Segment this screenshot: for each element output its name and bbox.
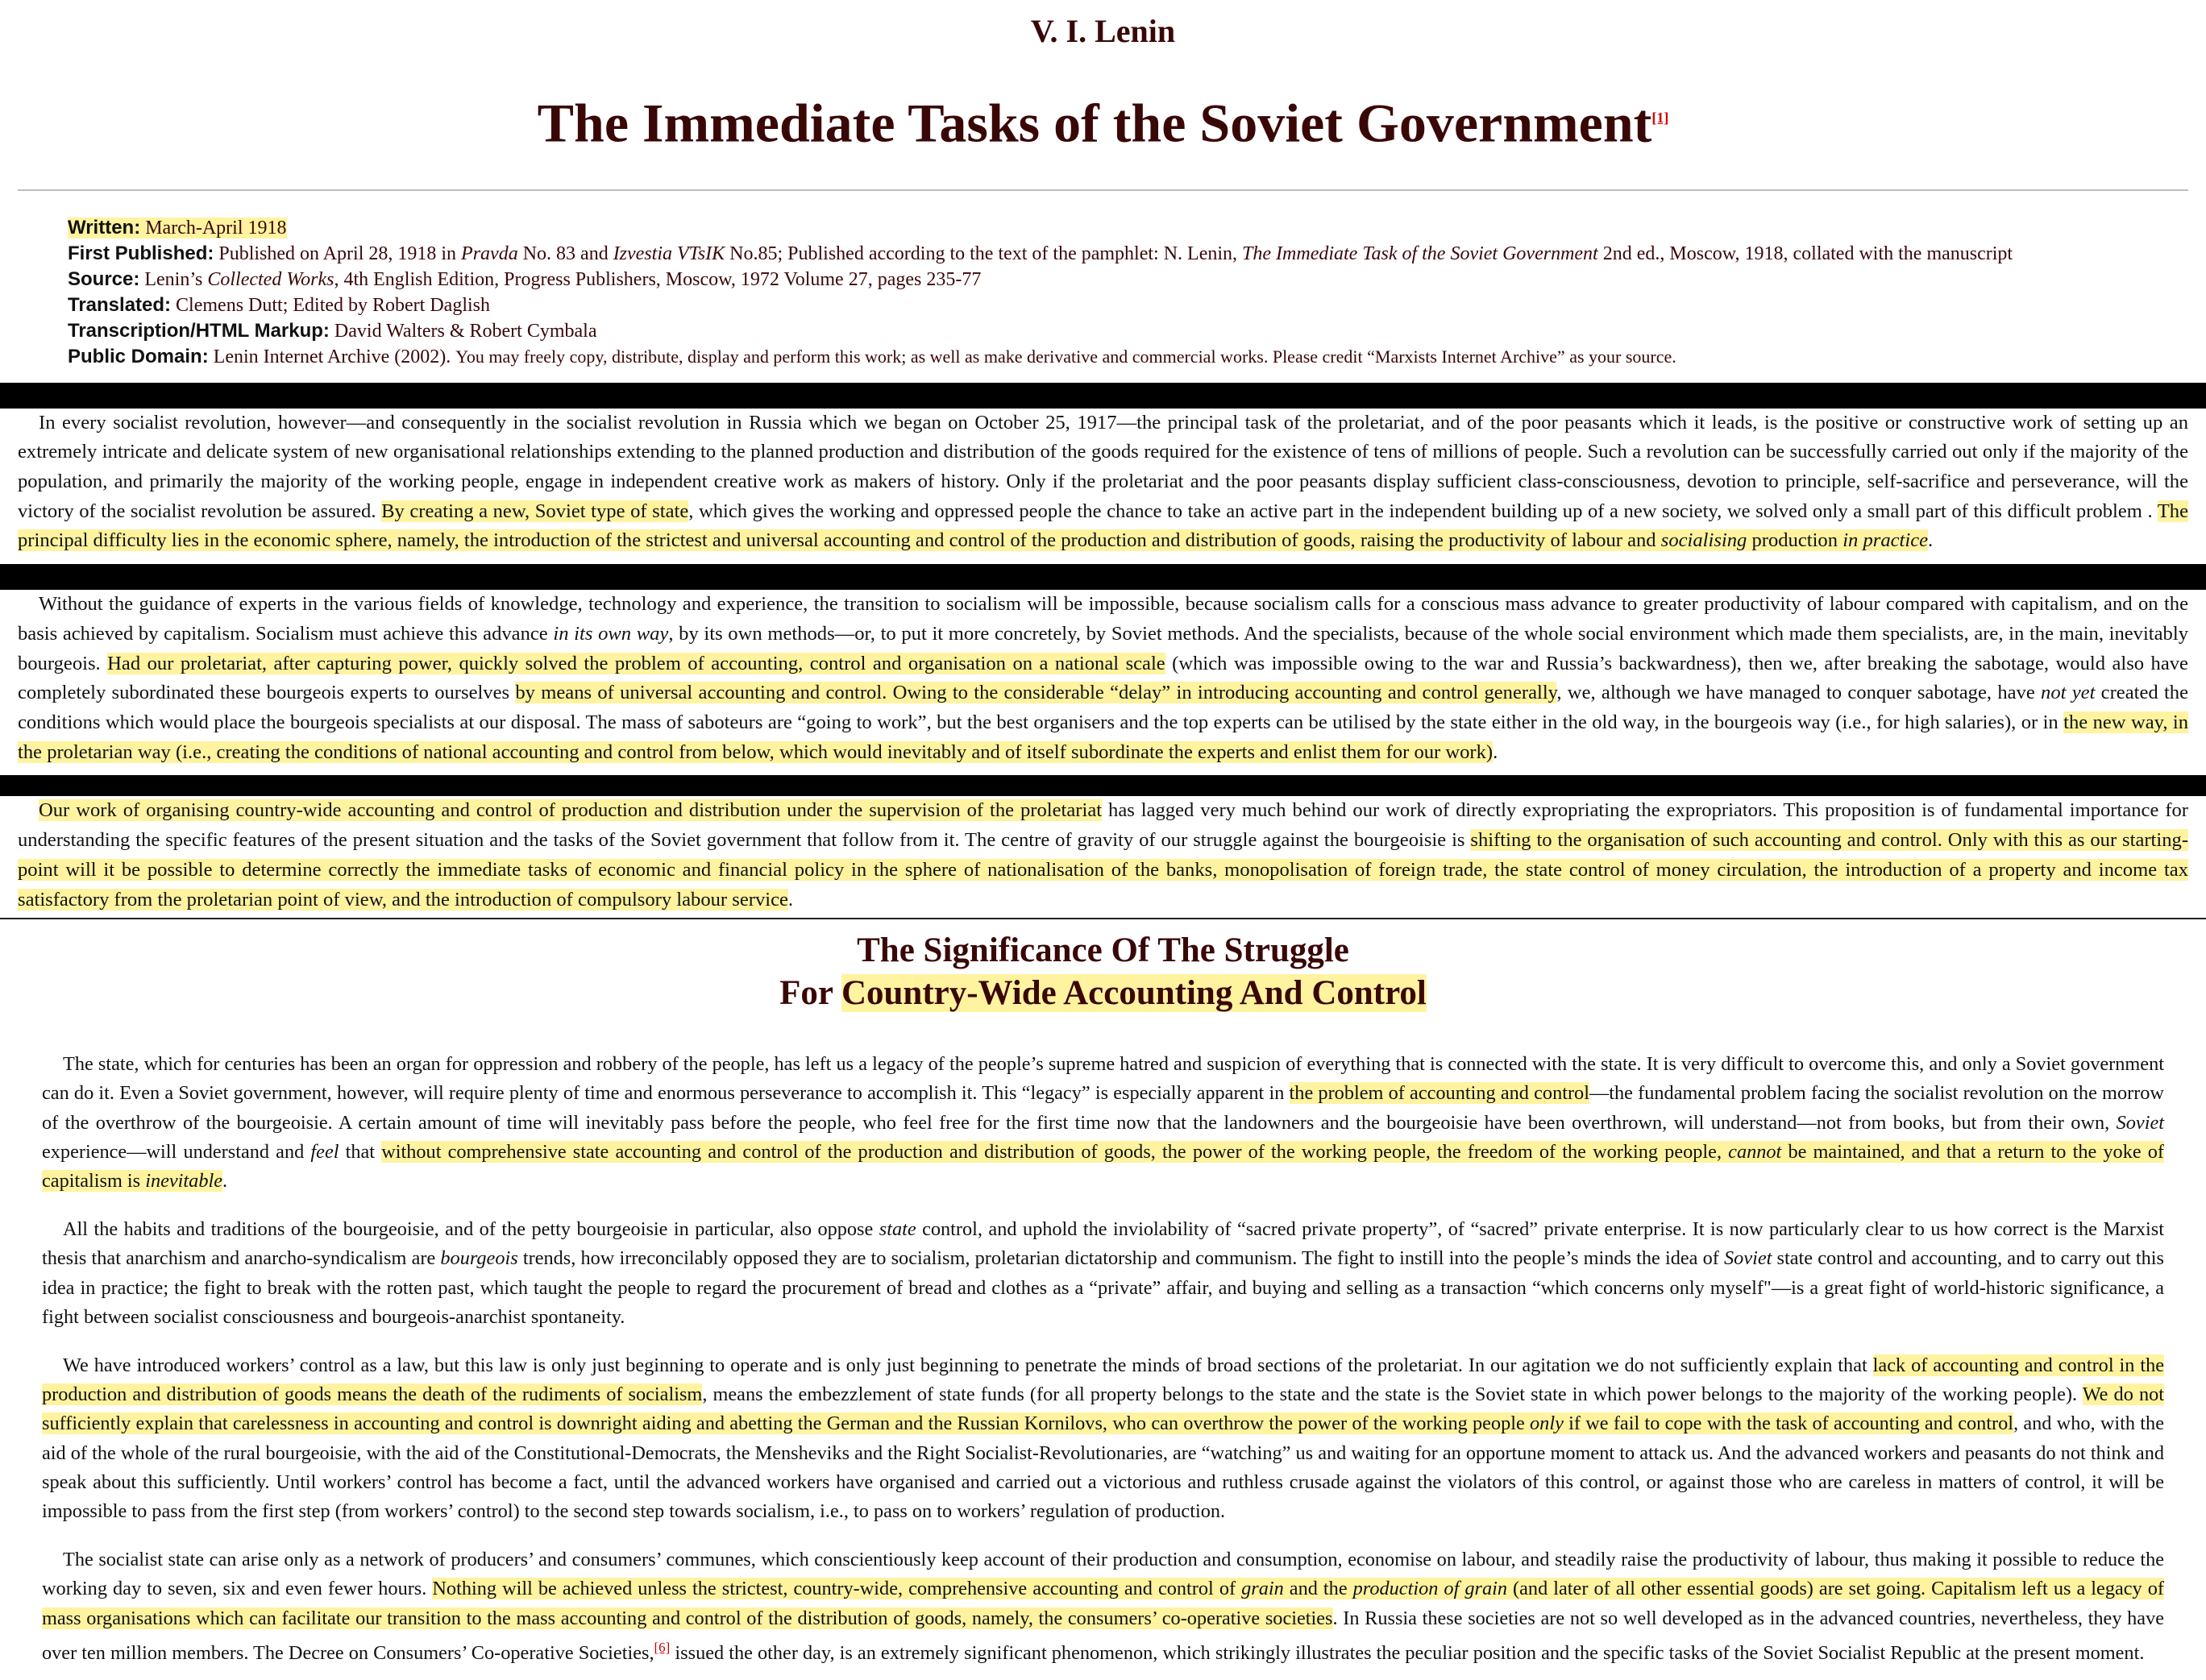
b4-text-2: . In Russia these societies are not so well developed as in the advanced countries, nevertheless, they have over ten million members. The Decree on Consumers’ Co-operative Societies, bbox=[42, 1607, 2165, 1664]
spacer bbox=[0, 1014, 2206, 1050]
b3-text: We have introduced workers’ control as a law, but this law is only just beginning to operate and is only just beginning to penetrate the minds of broad sections of the proletariat. In our agitation we do not sufficiently explain that bbox=[63, 1354, 1873, 1377]
not-yet-italic: not yet bbox=[2041, 682, 2096, 704]
source-label: Source: bbox=[68, 268, 140, 290]
section-heading bbox=[0, 919, 2206, 1014]
b4-text: The socialist state can arise only as a network of producers’ and consumers’ communes, which conscientiously keep account of their production and consumption, economise on labour, and steadily raise the productivity of labour, thus making it possible to reduce the working day to seven, six and even fewer hours. bbox=[42, 1549, 2164, 1600]
b1-text: The state, which for centuries has been an organ for oppression and robbery of the people, has left us a legacy of the people’s supreme hatred and suspicion of everything that is connected with the state. It is very difficult to overcome this, and only a Soviet government can do it. Even a Soviet government, however, will require plenty of time and enormous perseverance to accomplish it. This “legacy” is especially apparent in bbox=[42, 1053, 2164, 1105]
inevitable-italic: inevitable bbox=[145, 1170, 223, 1193]
written-value: March-April 1918 bbox=[145, 217, 287, 239]
pamphlet-title-italic: The Immediate Task of the Soviet Government bbox=[1242, 243, 1598, 264]
soviet-italic-2: Soviet bbox=[1724, 1247, 1772, 1270]
b2-text-4: state control and accounting, and to carry out this idea in practice; the fight to break with the rotten past, which taught the people to regard the procurement of bread and clothes as a “private” affair, and buying and selling as a transaction “which concerns only myself"—is a great fight of world-historic significance, a fight between socialist consciousness and bourgeois-anarchist spontaneity. bbox=[42, 1247, 2164, 1328]
production-of-grain-italic: production of grain bbox=[1352, 1578, 1508, 1600]
info-translated bbox=[68, 292, 2206, 318]
p2-highlight-1: Had our proletariat, after capturing power, quickly solved the problem of accounting, control and organisation on a national scale bbox=[107, 652, 1165, 674]
first-published-text-2: No. 83 and bbox=[517, 243, 613, 264]
section-title-line-1: The Significance Of The Struggle bbox=[857, 931, 1349, 970]
b1-highlight-1: the problem of accounting and control bbox=[1289, 1082, 1589, 1105]
public-domain-text: Lenin Internet Archive (2002). bbox=[208, 346, 456, 367]
p1-highlight-1: By creating a new, Soviet type of state bbox=[381, 500, 689, 522]
p2-highlight-2: by means of universal accounting and control. Owing to the considerable “delay” in introducing accounting and control generally bbox=[515, 682, 1557, 704]
b1-hl-text-2: be maintained, and that a return to the yoke of capitalism is bbox=[42, 1140, 2165, 1193]
written-highlight bbox=[68, 218, 287, 239]
b4-hl-text: Nothing will be achieved unless the strictest, country-wide, comprehensive accounting and control of bbox=[432, 1578, 1242, 1600]
p2-text-5: created the conditions which would place the bourgeois specialists at our disposal. The mass of saboteurs are “going to work”, but the best organisers and the top experts can be utilised by the state either in the old way, in the bourgeois way (i.e., for high salaries), or in bbox=[18, 682, 2188, 733]
b4-text-3: issued the other day, is an extremely significant phenomenon, which strikingly illustrates the peculiar position and the specific tasks of the Soviet Socialist Republic at the present moment. bbox=[670, 1641, 2145, 1664]
written-label: Written: bbox=[68, 216, 141, 239]
section-title-line-2 bbox=[0, 972, 2206, 1014]
black-band-1 bbox=[0, 383, 2206, 409]
info-source bbox=[68, 267, 2206, 292]
b3-text-3: , and who, with the aid of the whole of the rural bourgeoisie, with the aid of the Constitutional-Democrats, the Mensheviks and the Right Socialist-Revolutionaries, are “watching” us and waiting for an opportune moment to attack us. And the advanced workers and peasants do not think and speak about this sufficiently. Until workers’ control has become a fact, until the advanced workers have organised and carried out a victorious and ruthless crusade against the violators of this control, or against those who are careless in matters of control, it will be impossible to pass from the first step (from workers’ control) to the second step towards socialism, i.e., to pass on to workers’ regulation of production. bbox=[42, 1412, 2164, 1523]
b1-text-3: experience—will understand and bbox=[42, 1140, 311, 1163]
b2-text-2: control, and uphold the inviolability of “sacred private property”, of “sacred” private enterprise. It is now particularly clear to us how correct is the Marxist thesis that anarchism and anarcho-syndicalism are bbox=[42, 1218, 2164, 1270]
body-paragraph-2 bbox=[42, 1215, 2164, 1332]
b1-end: . bbox=[222, 1170, 228, 1193]
p2-text: Without the guidance of experts in the various fields of knowledge, technology and experience, the transition to socialism will be impossible, because socialism calls for a conscious mass advance to greater productivity of labour compared with capitalism, and on the basis achieved by capitalism. Socialism must achieve this advance bbox=[18, 593, 2188, 645]
translated-value: Clemens Dutt; Edited by Robert Daglish bbox=[171, 294, 490, 316]
p2-highlight-3: the new way, in the proletarian way (i.e., creating the conditions of national accounting and control from below, which would inevitably and of itself subordinate the experts and enlist them for our work) bbox=[18, 711, 2188, 763]
p3-highlight-2: shifting to the organisation of such accounting and control. Only with this as our starting-point will it be possible to determine correctly the immediate tasks of economic and financial policy in the sphere of nationalisation of the banks, monopolisation of foreign trade, the state control of money circulation, the introduction of a property and income tax satisfactory from the proletarian point of view, and the introduction of compulsory labour service bbox=[18, 829, 2189, 911]
info-first-published bbox=[68, 241, 2206, 267]
b3-text-2: , means the embezzlement of state funds (for all property belongs to the state and the state is the Soviet state in which power belongs to the majority of the working people). bbox=[702, 1383, 2083, 1406]
footnote-6-link[interactable]: [6] bbox=[654, 1639, 671, 1655]
public-domain-notice: You may freely copy, distribute, display and perform this work; as well as make derivative and commercial works. Please credit “Marxists Internet Archive” as your source. bbox=[455, 346, 1676, 367]
feel-italic: feel bbox=[310, 1140, 339, 1163]
title-footnote-link[interactable]: [1] bbox=[1651, 110, 1669, 126]
title-text: The Immediate Tasks of the Soviet Government bbox=[537, 92, 1652, 154]
transcription-value: David Walters & Robert Cymbala bbox=[329, 320, 597, 342]
paragraph-3 bbox=[18, 796, 2188, 915]
only-italic: only bbox=[1530, 1412, 1564, 1435]
p3-text: has lagged very much behind our work of directly expropriating the expropriators. This proposition is of fundamental importance for understanding the specific features of the present situation and the tasks of the Soviet government that follow from it. The centre of gravity of our struggle against the bourgeoisie is bbox=[18, 799, 2188, 852]
p1-text: In every socialist revolution, however—and consequently in the socialist revolution in Russia which we began on October 25, 1917—the principal task of the proletariat, and of the poor peasants which it leads, is the positive or constructive work of setting up an extremely intricate and delicate system of new organisational relationships extending to the planned production and distribution of the goods required for the existence of tens of millions of people. Such a revolution can be successfully carried out only if the majority of the population, and primarily the majority of the working people, engage in independent creative work as makers of history. Only if the proletariat and the poor peasants display sufficient class-consciousness, devotion to principle, self-sacrifice and perseverance, will the victory of the socialist revolution be assured. bbox=[18, 411, 2188, 522]
b1-text-2: —the fundamental problem facing the socialist revolution on the morrow of the overthrow of the bourgeoisie. A certain amount of time will inevitably pass before the people, who feel free for the first time now that the landowners and the bourgeoisie have been overthrown, will understand—not from books, but from their own, bbox=[42, 1082, 2164, 1134]
info-block bbox=[68, 215, 2206, 370]
transcription-label: Transcription/HTML Markup: bbox=[68, 319, 330, 342]
body-paragraph-3 bbox=[42, 1351, 2164, 1526]
info-transcription bbox=[68, 318, 2206, 344]
p2-end: . bbox=[1493, 740, 1498, 763]
paragraph-1 bbox=[18, 409, 2188, 557]
bourgeois-italic: bourgeois bbox=[440, 1247, 518, 1270]
paragraph-2 bbox=[18, 590, 2188, 767]
pravda-italic: Pravda bbox=[461, 243, 518, 264]
in-practice-italic: in practice bbox=[1842, 529, 1929, 552]
b4-hl-text-3: (and later of all other essential goods) are set going. Capitalism left us a legacy of mass organisations which can facilitate our transition to the mass accounting and control of the distribution of goods, namely, the consumers’ co-operative societies bbox=[42, 1578, 2164, 1629]
black-band-3 bbox=[0, 775, 2206, 796]
p1-text-2: , which gives the working and oppressed people the chance to take an active part in the independent building up of a new society, we solved only a small part of this difficult problem . bbox=[688, 500, 2158, 522]
in-its-own-way-italic: in its own way bbox=[553, 622, 669, 645]
source-text-2: , 4th English Edition, Progress Publishers, Moscow, 1972 Volume 27, pages 235-77 bbox=[334, 268, 982, 290]
b3-hl-text: We do not sufficiently explain that carelessness in accounting and control is downright aiding and abetting the German and the Russian Kornilovs, who can overthrow the power of the working people bbox=[42, 1383, 2164, 1435]
b3-hl-text-2: if we fail to cope with the task of accounting and control bbox=[1563, 1412, 2014, 1435]
grain-italic: grain bbox=[1241, 1578, 1284, 1600]
page-title bbox=[0, 85, 2206, 156]
b2-text-3: trends, how irreconcilably opposed they are to socialism, proletarian dictatorship and communism. The fight to instill into the people’s minds the idea of bbox=[517, 1247, 1725, 1270]
body-paragraph-1 bbox=[42, 1050, 2164, 1196]
section-title-for: For bbox=[779, 974, 841, 1013]
public-domain-label: Public Domain: bbox=[68, 345, 209, 367]
p1-hl-text: The principal difficulty lies in the economic sphere, namely, the introduction of the strictest and universal accounting and control of the production and distribution of goods, raising the productivity of labour and bbox=[18, 500, 2188, 552]
cannot-italic: cannot bbox=[1728, 1140, 1782, 1163]
header-divider bbox=[18, 189, 2188, 191]
socialising-italic: socialising bbox=[1660, 529, 1747, 552]
p2-text-2: , by its own methods—or, to put it more concretely, by Soviet methods. And the specialists, because of the whole social environment which made them specialists, are, in the main, inevitably bourgeois. bbox=[18, 622, 2188, 674]
soviet-italic: Soviet bbox=[2116, 1111, 2164, 1134]
info-public-domain bbox=[68, 344, 2206, 370]
section-title-highlight: Country-Wide Accounting And Control bbox=[841, 974, 1427, 1013]
first-published-text-4: 2nd ed., Moscow, 1918, collated with the manuscript bbox=[1597, 243, 2013, 264]
p1-end: . bbox=[1928, 529, 1934, 552]
body-paragraph-4 bbox=[42, 1545, 2164, 1668]
p3-end: . bbox=[787, 888, 794, 911]
state-italic: state bbox=[879, 1218, 916, 1241]
translated-label: Translated: bbox=[68, 293, 172, 316]
b4-hl-text-2: and the bbox=[1283, 1578, 1353, 1600]
p2-text-3: (which was impossible owing to the war and Russia’s backwardness), then we, after breaking the sabotage, would also have completely subordinated these bourgeois experts to ourselves bbox=[18, 652, 2188, 704]
author-heading: V. I. Lenin bbox=[1030, 13, 1176, 49]
b3-highlight-1: lack of accounting and control in the production and distribution of goods means the death of the rudiments of socialism bbox=[42, 1354, 2165, 1406]
source-text: Lenin’s bbox=[139, 268, 208, 290]
black-band-2 bbox=[0, 564, 2206, 590]
b1-text-4: that bbox=[339, 1140, 382, 1163]
p1-hl-text-2: production bbox=[1747, 529, 1843, 552]
p2-text-4: , we, although we have managed to conquer sabotage, have bbox=[1556, 682, 2042, 704]
info-written bbox=[68, 215, 2206, 241]
p3-highlight-1: Our work of organising country-wide accounting and control of production and distribution under the supervision of the proletariat bbox=[39, 799, 1103, 822]
b1-hl-text: without comprehensive state accounting and control of the production and distribution of goods, the power of the working people, the freedom of the working people, bbox=[381, 1140, 1729, 1163]
first-published-label: First Published: bbox=[68, 242, 214, 264]
first-published-text: Published on April 28, 1918 in bbox=[218, 243, 462, 264]
izvestia-italic: Izvestia VTsIK bbox=[613, 243, 725, 264]
first-published-text-3: No.85; Published according to the text of the pamphlet: N. Lenin, bbox=[725, 243, 1243, 264]
b2-text: All the habits and traditions of the bourgeoisie, and of the petty bourgeoisie in particular, also oppose bbox=[63, 1218, 879, 1241]
collected-works-italic: Collected Works bbox=[207, 268, 334, 290]
